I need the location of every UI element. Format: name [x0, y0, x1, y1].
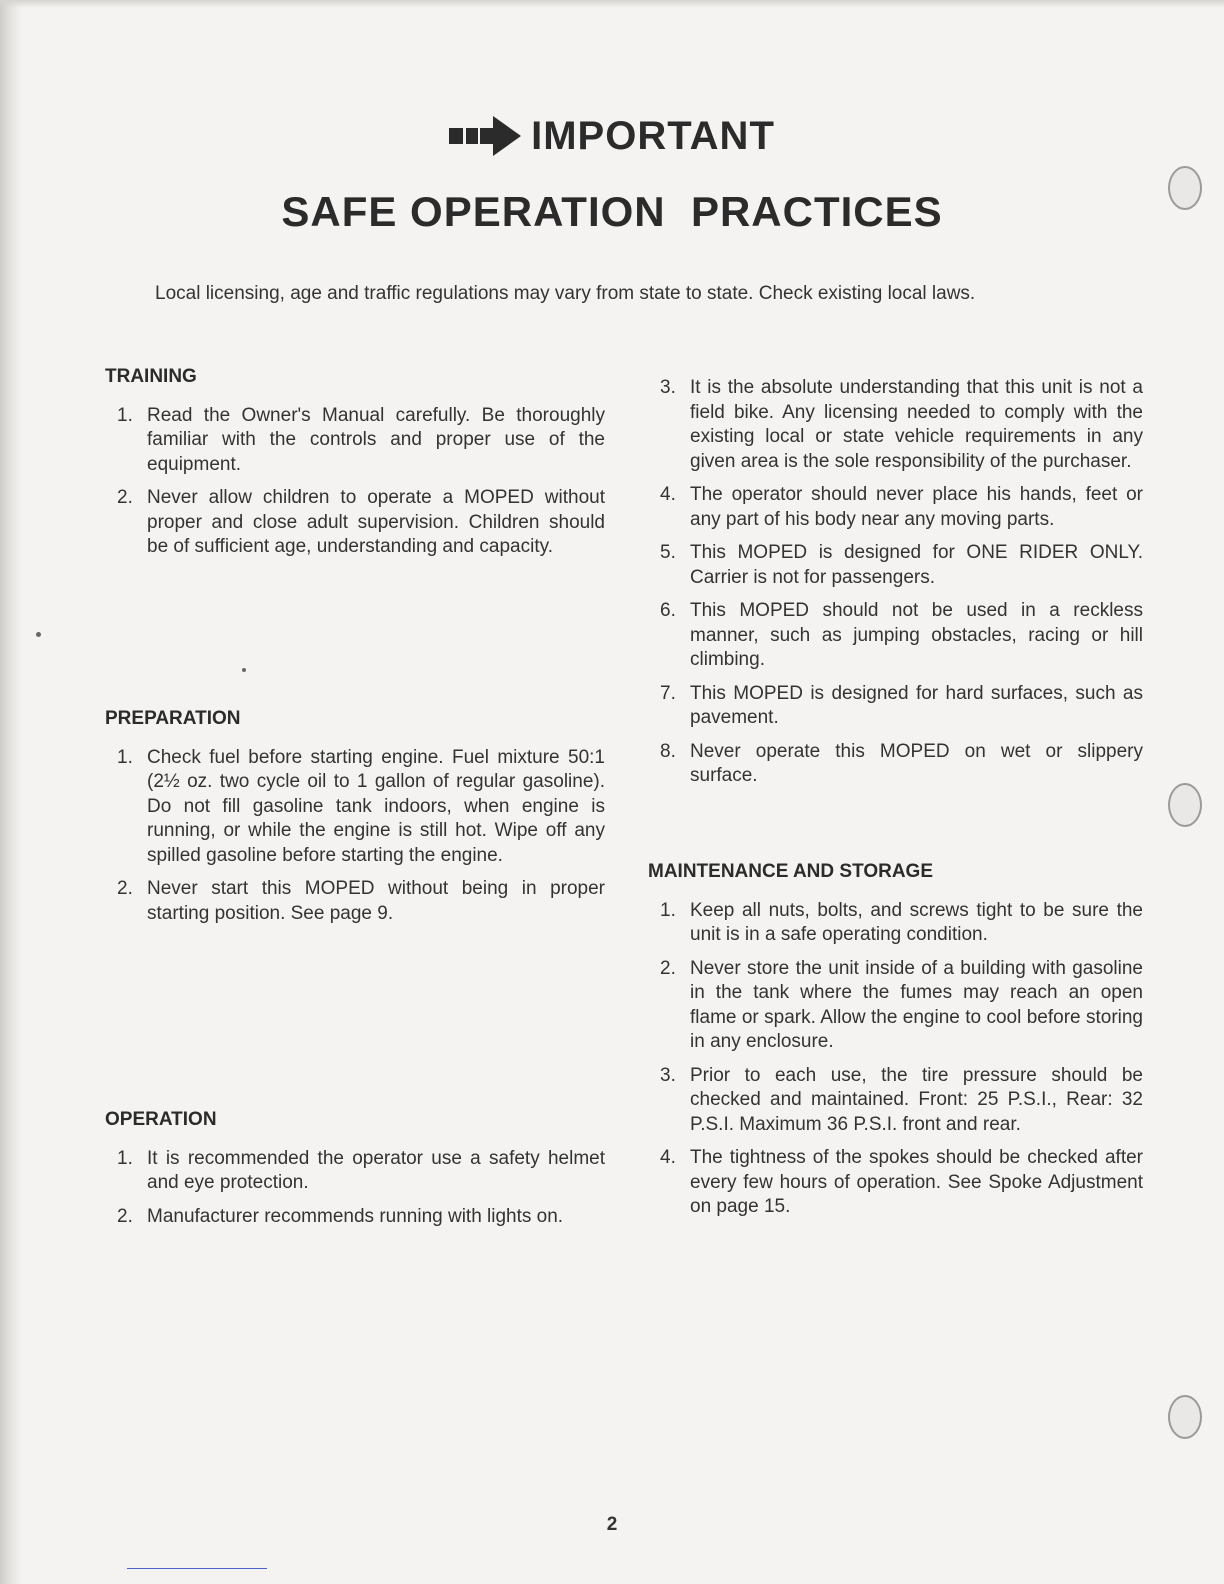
page-subtitle: SAFE OPERATION PRACTICES — [281, 188, 943, 235]
section-operation — [105, 1108, 605, 1238]
section-heading: PREPARATION — [105, 708, 241, 729]
list-item: 4. The operator should never place his hands, feet or any part of his body near any moving parts. — [660, 484, 1143, 530]
page-title — [0, 112, 1224, 159]
scan-speck — [36, 632, 41, 637]
list-item: 2. Manufacturer recommends running with lights on. — [117, 1205, 564, 1227]
item-list — [105, 746, 605, 927]
section-heading: MAINTENANCE AND STORAGE — [648, 861, 934, 882]
list-item: 1. Read the Owner's Manual carefully. Be thoroughly familiar with the controls and proper use of the equipment. — [117, 404, 605, 475]
item-list — [105, 1147, 605, 1230]
list-item: 2. Never store the unit inside of a building with gasoline in the tank where the fumes may reach an open flame or spark. Allow the engine to cool before storing in any enclosure. — [660, 957, 1143, 1052]
section-maintenance — [648, 860, 1143, 1229]
list-item: 1. Check fuel before starting engine. Fuel mixture 50:1 (2½ oz. two cycle oil to 1 gallon of regular gasoline). Do not fill gasoline tank indoors, when engine is running, or while the engine is still hot. Wipe off any spilled gasoline before starting the engine. — [117, 746, 605, 866]
item-list — [105, 404, 605, 560]
list-item: 1. Keep all nuts, bolts, and screws tight to be sure the unit is in a safe operating condition. — [660, 899, 1143, 945]
section-heading: OPERATION — [105, 1109, 217, 1130]
scan-edge-shadow — [0, 0, 22, 1584]
section-training — [105, 365, 605, 569]
scan-mark — [127, 1568, 267, 1569]
list-item: 2. Never allow children to operate a MOPED without proper and close adult supervision. Children should be of sufficient age, understanding and capacity. — [117, 487, 605, 557]
section-heading: TRAINING — [105, 366, 197, 387]
list-item: 5. This MOPED is designed for ONE RIDER ONLY. Carrier is not for passengers. — [660, 542, 1143, 588]
section-preparation — [105, 707, 605, 935]
list-item: 2. Never start this MOPED without being in proper starting position. See page 9. — [117, 878, 605, 924]
list-item: 7. This MOPED is designed for hard surfaces, such as pavement. — [660, 682, 1143, 728]
item-list — [648, 376, 1143, 789]
item-list — [648, 899, 1143, 1220]
list-item: 3. Prior to each use, the tire pressure should be checked and maintained. Front: 25 P.S.I., Rear: 32 P.S.I. Maximum 36 P.S.I. front and rear. — [660, 1064, 1143, 1135]
binder-hole-icon — [1168, 1395, 1202, 1439]
title-text: IMPORTANT — [531, 113, 775, 158]
scan-speck — [242, 668, 246, 672]
binder-hole-icon — [1168, 783, 1202, 827]
page-number: 2 — [606, 1514, 618, 1535]
list-item: 3. It is the absolute understanding that this unit is not a field bike. Any licensing needed to comply with the existing local or state vehicle requirements in any given area is the sole responsibility of the purchaser. — [660, 377, 1143, 472]
list-item: 4. The tightness of the spokes should be checked after every few hours of operation. See Spoke Adjustment on page 15. — [660, 1147, 1143, 1217]
arrow-right-icon — [449, 116, 521, 156]
scan-top-shadow — [0, 0, 1224, 8]
section-training-continued — [648, 376, 1143, 798]
list-item: 6. This MOPED should not be used in a reckless manner, such as jumping obstacles, racing or hill climbing. — [660, 600, 1143, 670]
list-item: 1. It is recommended the operator use a safety helmet and eye protection. — [117, 1147, 605, 1193]
intro-text: Local licensing, age and traffic regulations may vary from state to state. Check existing local laws. — [155, 283, 976, 304]
list-item: 8. Never operate this MOPED on wet or slippery surface. — [660, 740, 1143, 786]
